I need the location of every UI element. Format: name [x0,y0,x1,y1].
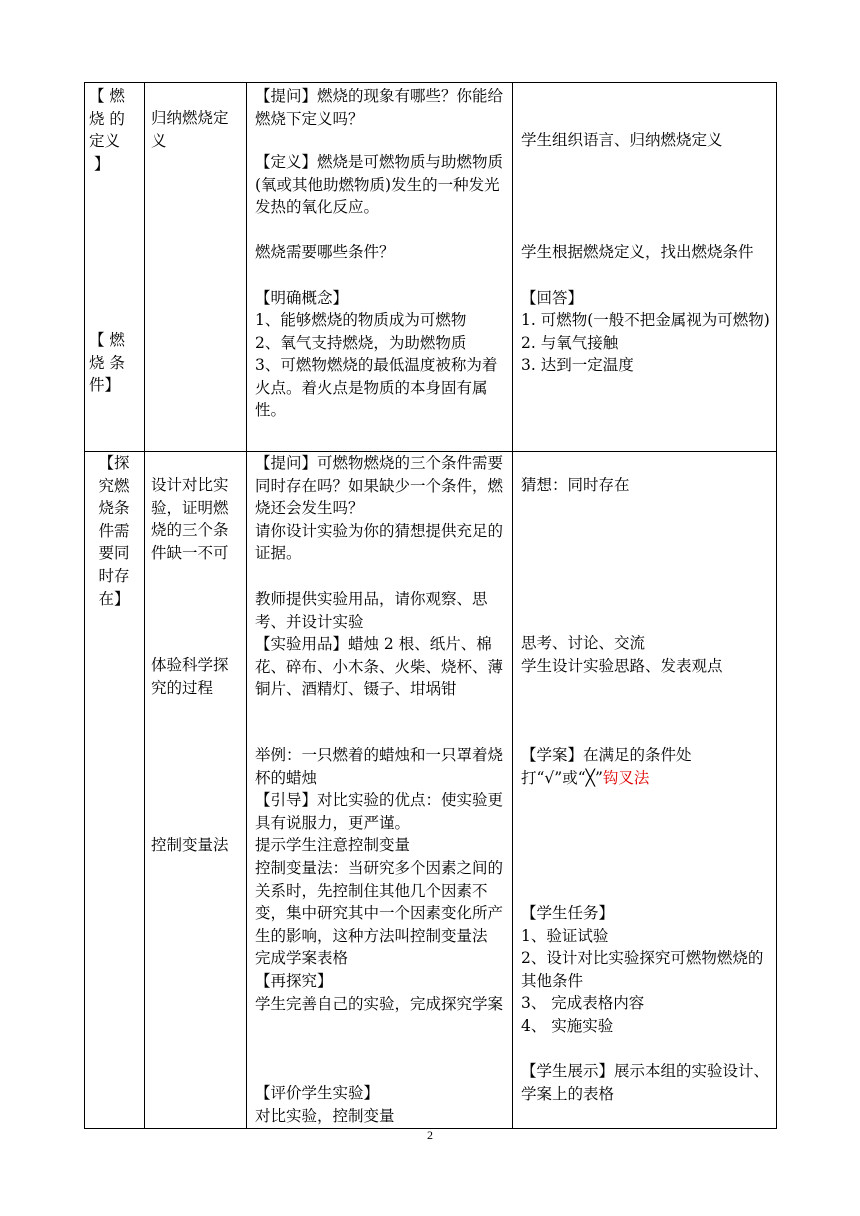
stage-cell [85,452,145,1129]
answer-title: 【回答】 [521,289,584,307]
table-row [85,83,777,452]
stage-label-explore: 【探 究燃 烧条 件需 要同 时存 在】 [98,454,130,608]
student-tasks: 【学生任务】 1、验证试验 2、设计对比实验探究可燃物燃烧的其他条件 3、 完成表格内容 4、 实施实验 [521,904,764,1035]
goal-design-experiment: 设计对比实 验，证明燃 烧的三个条 件缺一不可 [151,476,229,562]
table-row [85,452,777,1129]
answer-list: 1. 可燃物(一般不把金属视为可燃物) 2. 与氧气接触 3. 达到一定温度 [521,311,770,375]
concept-title: 【明确概念】 [255,289,349,307]
stage-cell [85,83,145,452]
goal-control-variable: 控制变量法 [151,836,229,854]
student-activity-text: 学生组织语言、归纳燃烧定义 [521,131,723,149]
lesson-plan-table [84,82,777,1129]
student-activity-cell [513,452,777,1129]
concept-list: 1、能够燃烧的物质成为可燃物 2、氧气支持燃烧，为助燃物质 3、可燃物燃烧的最低温度被称为着火点。着火点是物质的本身固有属性。 [255,311,498,420]
page-number: 2 [427,1128,433,1142]
hypothesis-text: 猜想：同时存在 [521,476,630,494]
goal-text: 归纳燃烧定 义 [151,109,229,150]
student-find-conditions: 学生根据燃烧定义，找出燃烧条件 [521,243,754,261]
teacher-activity-cell [247,452,513,1129]
conditions-question: 燃烧需要哪些条件？ [255,243,395,261]
question-text: 【提问】燃烧的现象有哪些？你能给燃烧下定义吗？ [255,87,504,128]
materials-text: 教师提供实验用品，请你观察、思考、并设计实验 【实验用品】蜡烛 2 根、纸片、棉花、碎布、小木条、火柴、烧杯、薄铜片、酒精灯、镊子、坩埚钳 [255,590,504,699]
teacher-activity-cell [247,83,513,452]
goal-cell [145,83,247,452]
stage-label-conditions: 【 燃 烧 条 件】 [89,331,125,395]
check-cross-method: 钩叉法 [602,768,650,787]
discussion-text: 思考、讨论、交流 学生设计实验思路、发表观点 [521,634,723,675]
student-presentation: 【学生展示】展示本组的实验设计、学案上的表格 [521,1062,770,1103]
stage-label-definition: 【 燃 烧 的 定义 】 [89,87,125,173]
definition-text: 【定义】燃烧是可燃物质与助燃物质(氧或其他助燃物质)发生的一种发光发热的氧化反应。 [255,153,504,217]
evaluation-text: 【评价学生实验】 对比实验，控制变量 [255,1084,395,1125]
goal-experience-inquiry: 体验科学探 究的过程 [151,656,229,697]
question-three-conditions: 【提问】可燃物燃烧的三个条件需要同时存在吗？如果缺少一个条件，燃烧还会发生吗？ 请你设计实验为你的猜想提供充足的证据。 [255,454,504,563]
guidance-text: 举例：一只燃着的蜡烛和一只罩着烧杯的蜡烛 【引导】对比实验的优点：使实验更具有说服力，更严谨。 提示学生注意控制变量 控制变量法：当研究多个因素之间的关系时，先控制住其他几个因素不变，集中研究其中一个因素变化所产生的影响，这种方法叫控制变量法 完成学案表格 【再探究】 学生完善自己的实验，完成探究学案 [255,746,504,1013]
goal-cell [145,452,247,1129]
student-activity-cell [513,83,777,452]
worksheet-instruction: 【学案】在满足的条件处打“√”或“╳”钩叉法 [521,746,692,787]
